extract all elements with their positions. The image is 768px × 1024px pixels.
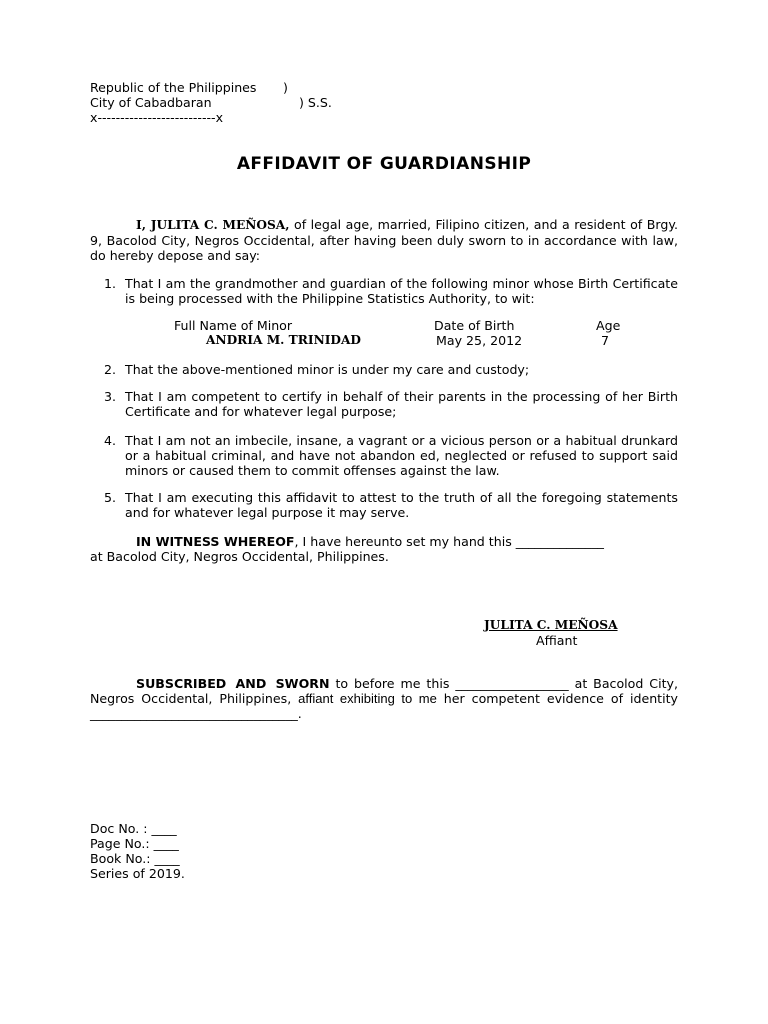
venue-block [90, 80, 350, 125]
item-number: 5. [104, 490, 117, 505]
intro-text: of legal age, married, Filipino citizen, and a resident of Brgy. 9, Bacolod City, Negros Occidental, after having been duly sworn to in accordance with law, do hereby depose and say: [90, 217, 678, 263]
jurat-text: to before me this __________________ at Bacolod City, Negros Occidental, Philippines, [90, 676, 678, 706]
page-no: Page No.: ____ [90, 836, 179, 851]
document-title: AFFIDAVIT OF GUARDIANSHIP [236, 154, 532, 174]
minor-age: 7 [601, 333, 610, 348]
venue-paren: ) [283, 80, 288, 95]
minor-header-dob: Date of Birth [434, 318, 515, 333]
witness-paragraph [90, 534, 678, 564]
item-text: That the above-mentioned minor is under my care and custody; [125, 362, 530, 377]
minor-name: ANDRIA M. TRINIDAD [206, 333, 362, 347]
item-number: 3. [104, 389, 117, 404]
witness-lead: IN WITNESS WHEREOF [136, 534, 295, 549]
jurat-lead: SUBSCRIBED AND SWORN [136, 676, 330, 691]
item-number: 1. [104, 276, 117, 291]
item-number: 4. [104, 433, 117, 448]
jurat-identity: her competent evidence of identity _________________________________. [90, 691, 678, 721]
intro-paragraph [90, 217, 678, 263]
item-text: That I am not an imbecile, insane, a vagrant or a vicious person or a habitual drunkard or a habitual criminal, and have not abandon ed, neglected or refused to support said minors or caused them to commit offenses against the law. [125, 433, 678, 478]
minor-header-age: Age [596, 318, 621, 333]
book-no: Book No.: ____ [90, 851, 180, 866]
venue-ss: ) S.S. [299, 95, 332, 110]
item-number: 2. [104, 362, 117, 377]
affiant-label: Affiant [536, 633, 578, 648]
notarial-register [90, 821, 185, 881]
witness-text: , I have hereunto set my hand this ______________ [294, 534, 604, 549]
series: Series of 2019. [90, 866, 185, 881]
jurat-exhibit: affiant exhibiting to me [298, 691, 437, 706]
minor-dob: May 25, 2012 [436, 333, 523, 348]
affiant-intro-name: I, JULITA C. MEÑOSA, [136, 218, 290, 232]
item-text: That I am the grandmother and guardian of the following minor whose Birth Certificate is being processed with the Philippine Statistics Authority, to wit: [125, 276, 678, 306]
item-text: That I am competent to certify in behalf of their parents in the processing of her Birth Certificate and for whatever legal purpose; [125, 389, 678, 419]
venue-city: City of Cabadbaran [90, 95, 212, 110]
minor-header-name: Full Name of Minor [174, 318, 293, 333]
witness-place: at Bacolod City, Negros Occidental, Philippines. [90, 549, 389, 564]
affiant-signature-name: JULITA C. MEÑOSA [484, 618, 618, 632]
item-text: That I am executing this affidavit to attest to the truth of all the foregoing statements and for whatever legal purpose it may serve. [125, 490, 678, 520]
jurat-paragraph [90, 676, 678, 721]
venue-republic: Republic of the Philippines [90, 80, 257, 95]
doc-no: Doc No. : ____ [90, 821, 177, 836]
venue-separator: x--------------------------x [90, 110, 224, 125]
